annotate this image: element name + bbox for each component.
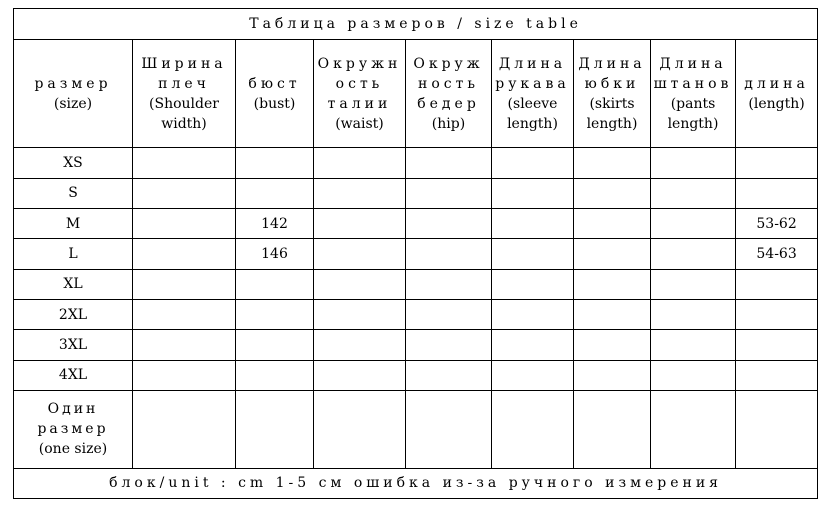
cell-bust <box>236 299 314 329</box>
cell-pants <box>651 360 736 390</box>
size-label: 2XL <box>14 299 133 329</box>
table-footer: блок/unit : cm 1-5 см ошибка из-за ручного измерения <box>14 468 818 498</box>
cell-bust <box>236 178 314 208</box>
cell-bust <box>236 148 314 178</box>
cell-shoulder <box>133 148 236 178</box>
cell-skirt <box>574 148 651 178</box>
cell-pants <box>651 239 736 269</box>
cell-shoulder <box>133 269 236 299</box>
cell-sleeve <box>492 360 574 390</box>
column-header-en: (skirts length) <box>586 95 638 132</box>
cell-bust <box>236 269 314 299</box>
size-label: 3XL <box>14 330 133 360</box>
one-size-cell <box>236 390 314 468</box>
cell-hip <box>406 299 492 329</box>
one-size-row <box>14 390 818 468</box>
cell-sleeve <box>492 299 574 329</box>
cell-waist <box>314 209 406 239</box>
column-header-length <box>736 40 818 148</box>
cell-sleeve <box>492 239 574 269</box>
cell-shoulder <box>133 360 236 390</box>
cell-pants <box>651 209 736 239</box>
cell-hip <box>406 239 492 269</box>
size-label: L <box>14 239 133 269</box>
column-header-skirt-length <box>574 40 651 148</box>
footer-row <box>14 468 818 498</box>
column-header-sleeve-length <box>492 40 574 148</box>
column-header-ru: размер <box>34 75 112 92</box>
column-header-ru: Длина штанов <box>653 55 733 92</box>
column-header-en: (sleeve length) <box>507 95 558 132</box>
table-row <box>14 178 818 208</box>
column-header-en: (hip) <box>431 115 466 132</box>
column-header-en: (length) <box>748 95 805 112</box>
column-header-en: (bust) <box>253 95 296 112</box>
cell-sleeve <box>492 178 574 208</box>
cell-pants <box>651 269 736 299</box>
cell-length <box>736 299 818 329</box>
cell-skirt <box>574 330 651 360</box>
table-row <box>14 148 818 178</box>
column-header-shoulder-width <box>133 40 236 148</box>
column-header-ru: Ширина плеч <box>141 55 227 92</box>
cell-waist <box>314 178 406 208</box>
size-table <box>13 8 818 499</box>
cell-pants <box>651 148 736 178</box>
one-size-label <box>14 390 133 468</box>
cell-length: 54-63 <box>736 239 818 269</box>
cell-waist <box>314 299 406 329</box>
cell-sleeve <box>492 330 574 360</box>
cell-length <box>736 330 818 360</box>
column-header-ru: Длина рукава <box>495 55 570 92</box>
cell-length <box>736 269 818 299</box>
cell-waist <box>314 330 406 360</box>
one-size-cell <box>492 390 574 468</box>
column-header-ru: бюст <box>248 75 301 92</box>
size-label: 4XL <box>14 360 133 390</box>
size-label: XL <box>14 269 133 299</box>
cell-shoulder <box>133 299 236 329</box>
size-label: XS <box>14 148 133 178</box>
cell-shoulder <box>133 178 236 208</box>
cell-length <box>736 148 818 178</box>
cell-skirt <box>574 178 651 208</box>
column-header-waist <box>314 40 406 148</box>
column-header-ru: Длина юбки <box>578 55 646 92</box>
cell-bust: 142 <box>236 209 314 239</box>
column-header-en: (Shoulder width) <box>149 95 219 132</box>
table-title: Таблица размеров / size table <box>14 9 818 40</box>
table-row <box>14 360 818 390</box>
one-size-cell <box>133 390 236 468</box>
column-header-ru: длина <box>744 75 809 92</box>
one-size-cell <box>314 390 406 468</box>
cell-skirt <box>574 239 651 269</box>
one-size-cell <box>406 390 492 468</box>
cell-sleeve <box>492 269 574 299</box>
size-table-sheet <box>13 8 817 499</box>
size-label: S <box>14 178 133 208</box>
data-body <box>14 148 818 390</box>
cell-pants <box>651 299 736 329</box>
cell-sleeve <box>492 148 574 178</box>
table-row <box>14 330 818 360</box>
table-row <box>14 269 818 299</box>
cell-length <box>736 178 818 208</box>
column-header-pants-length <box>651 40 736 148</box>
cell-sleeve <box>492 209 574 239</box>
cell-hip <box>406 269 492 299</box>
column-header-size <box>14 40 133 148</box>
cell-hip <box>406 330 492 360</box>
cell-shoulder <box>133 209 236 239</box>
table-row <box>14 209 818 239</box>
cell-shoulder <box>133 239 236 269</box>
header-row <box>14 40 818 148</box>
cell-waist <box>314 239 406 269</box>
cell-bust <box>236 330 314 360</box>
cell-hip <box>406 360 492 390</box>
table-row <box>14 239 818 269</box>
cell-skirt <box>574 269 651 299</box>
cell-skirt <box>574 360 651 390</box>
cell-shoulder <box>133 330 236 360</box>
column-header-ru: Окружность бедер <box>413 55 484 112</box>
cell-skirt <box>574 209 651 239</box>
column-header-en: (pants length) <box>667 95 719 132</box>
cell-hip <box>406 209 492 239</box>
column-header-hip <box>406 40 492 148</box>
size-label: M <box>14 209 133 239</box>
cell-bust: 146 <box>236 239 314 269</box>
one-size-label-en: (one size) <box>38 441 108 458</box>
column-header-en: (waist) <box>335 115 384 132</box>
one-size-cell <box>736 390 818 468</box>
cell-hip <box>406 178 492 208</box>
cell-hip <box>406 148 492 178</box>
one-size-cell <box>651 390 736 468</box>
cell-skirt <box>574 299 651 329</box>
title-row <box>14 9 818 40</box>
cell-pants <box>651 178 736 208</box>
cell-pants <box>651 330 736 360</box>
cell-bust <box>236 360 314 390</box>
cell-length: 53-62 <box>736 209 818 239</box>
table-row <box>14 299 818 329</box>
cell-waist <box>314 269 406 299</box>
cell-waist <box>314 360 406 390</box>
column-header-en: (size) <box>53 95 93 112</box>
cell-length <box>736 360 818 390</box>
column-header-ru: Окружность талии <box>317 55 402 112</box>
one-size-label-ru: Один размер <box>37 401 109 438</box>
column-header-bust <box>236 40 314 148</box>
cell-waist <box>314 148 406 178</box>
one-size-cell <box>574 390 651 468</box>
